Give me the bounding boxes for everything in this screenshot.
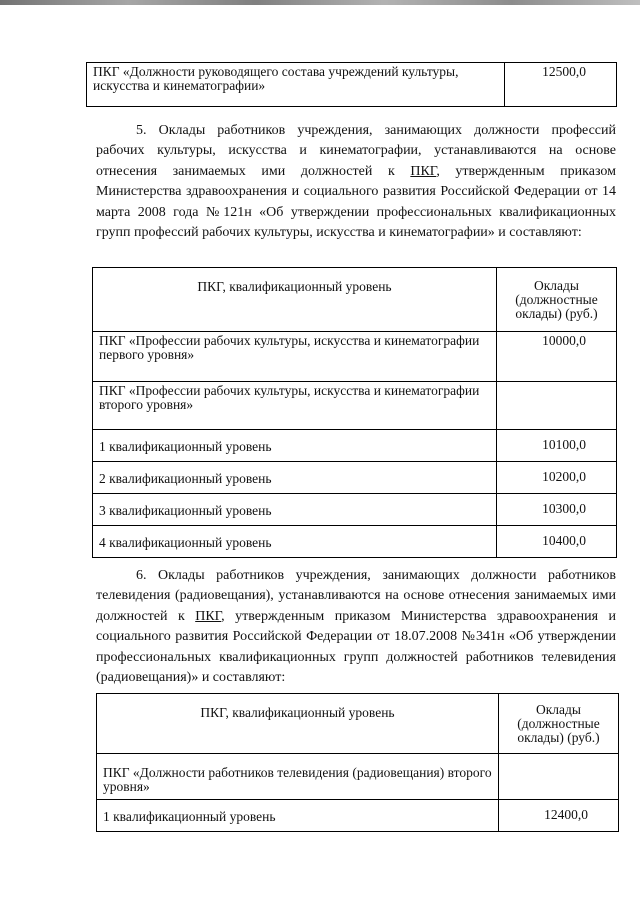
- table-row: [87, 63, 617, 107]
- column-header-value: Оклады (должностные оклады) (руб.): [497, 268, 617, 332]
- table-row: [97, 754, 619, 800]
- column-header-value: Оклады (должностные оклады) (руб.): [499, 694, 619, 754]
- table-cell-name: 4 квалификационный уровень: [93, 526, 497, 558]
- column-header-name: ПКГ, квалификационный уровень: [97, 694, 499, 754]
- table-cell-name: ПКГ «Должности руководящего состава учреждений культуры, искусства и кинематографии»: [87, 63, 505, 107]
- table-cell-value: [497, 382, 617, 430]
- paragraph-text: 6. Оклады работников учреждения, занимающих должности работников телевидения (радиовещания), устанавливаются на основе отнесения занимаемых ими должностей к: [96, 568, 616, 624]
- pkg-link[interactable]: ПКГ: [195, 608, 222, 624]
- table-row: [93, 430, 617, 462]
- table-cell-name: ПКГ «Профессии рабочих культуры, искусства и кинематографии второго уровня»: [93, 382, 497, 430]
- table-cell-value: 10400,0: [497, 526, 617, 558]
- table-row: [93, 462, 617, 494]
- table-section-5: [92, 267, 617, 558]
- table-cell-name: 1 квалификационный уровень: [93, 430, 497, 462]
- paragraph-text: , утвержденным приказом Министерства здравоохранения и социального развития Российской Федерации от 14 марта 2008 года №121н «Об утверждении профессиональных квалификационных групп профессий рабочих культуры, искусства и кинематографии» и составляют:: [96, 163, 616, 241]
- table-cell-value: 10200,0: [497, 462, 617, 494]
- table-header-row: [93, 268, 617, 332]
- table-row: [93, 526, 617, 558]
- table-cell-value: 10100,0: [497, 430, 617, 462]
- paragraph-section-5: [96, 121, 616, 243]
- paragraph-section-6: [96, 566, 616, 688]
- table-section-6: [96, 693, 619, 832]
- table-row: [93, 332, 617, 382]
- table-header-row: [97, 694, 619, 754]
- table-cell-name: 3 квалификационный уровень: [93, 494, 497, 526]
- table-cell-value: [499, 754, 619, 800]
- pkg-link[interactable]: ПКГ: [410, 163, 437, 179]
- table-row: [97, 800, 619, 832]
- table-cell-name: ПКГ «Должности работников телевидения (радиовещания) второго уровня»: [97, 754, 499, 800]
- table-cell-value: 12400,0: [499, 800, 619, 832]
- table-cell-name: ПКГ «Профессии рабочих культуры, искусства и кинематографии первого уровня»: [93, 332, 497, 382]
- paragraph-text: 5. Оклады работников учреждения, занимающих должности профессий рабочих культуры, искусства и кинематографии, устанавливаются на основе отнесения занимаемых ими должностей к: [96, 123, 616, 179]
- table-cell-value: 12500,0: [505, 63, 617, 107]
- table-cell-name: 2 квалификационный уровень: [93, 462, 497, 494]
- paragraph-text: , утвержденным приказом Министерства здравоохранения и социального развития Российской Федерации от 18.07.2008 №341н «Об утверждении профессиональных квалификационных групп должностей работников телевидения (радиовещания)» и составляют:: [96, 608, 616, 686]
- table-cell-value: 10000,0: [497, 332, 617, 382]
- table-top: [86, 62, 617, 107]
- table-cell-name: 1 квалификационный уровень: [97, 800, 499, 832]
- table-row: [93, 494, 617, 526]
- table-row: [93, 382, 617, 430]
- scan-edge-artifact: [0, 0, 640, 5]
- column-header-name: ПКГ, квалификационный уровень: [93, 268, 497, 332]
- table-cell-value: 10300,0: [497, 494, 617, 526]
